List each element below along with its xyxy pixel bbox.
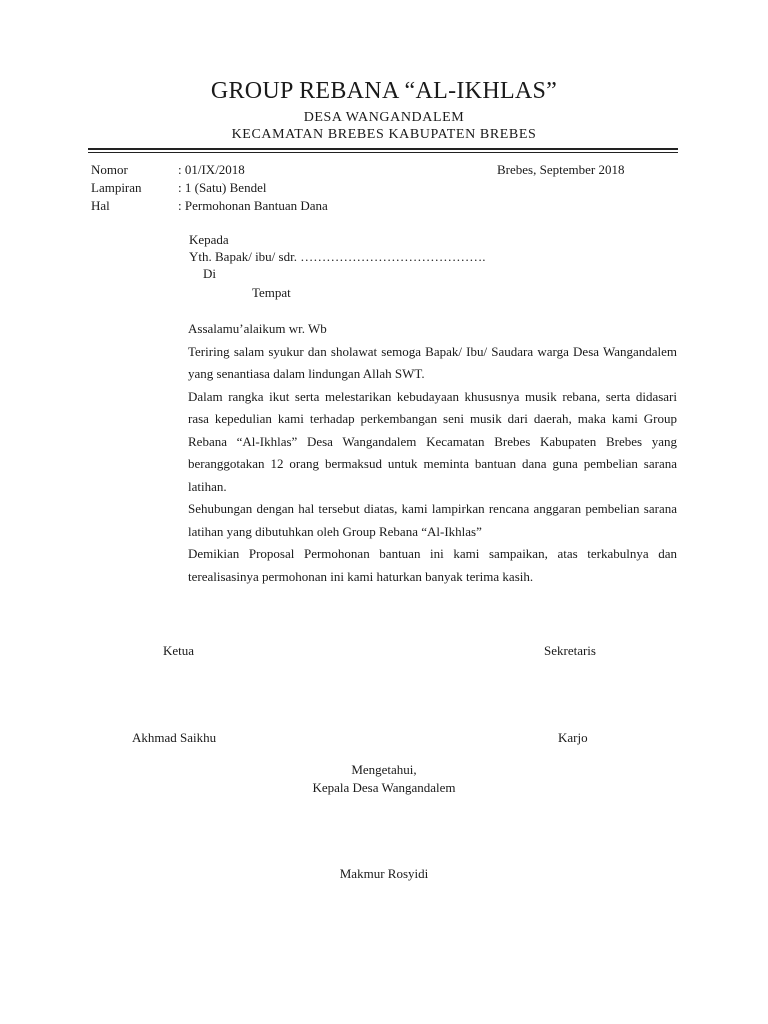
signature-left-name: Akhmad Saikhu xyxy=(132,730,217,745)
greeting: Assalamu’alaikum wr. Wb xyxy=(188,321,327,336)
letterhead-title: GROUP REBANA “AL-IKHLAS” xyxy=(210,78,558,104)
acknowledge-name: Makmur Rosyidi xyxy=(339,866,429,881)
meta-subject-value: : Permohonan Bantuan Dana xyxy=(178,198,328,213)
address-to: Kepada xyxy=(189,232,229,247)
meta-number-value: : 01/IX/2018 xyxy=(178,162,245,177)
paragraph-4: Demikian Proposal Permohonan bantuan ini kami sampaikan, atas terkabulnya dan terealisasinya permohonan ini kami haturkan banyak terima kasih. xyxy=(188,546,677,584)
acknowledge-role: Kepala Desa Wangandalem xyxy=(312,780,456,795)
signature-left-role: Ketua xyxy=(163,643,195,658)
letterhead-village: DESA WANGANDALEM xyxy=(303,110,465,125)
paragraph-3: Sehubungan dengan hal tersebut diatas, kami lampirkan rencana anggaran pembelian sarana latihan yang dibutuhkan oleh Group Rebana “Al-Ikhlas” xyxy=(188,501,677,539)
signature-right-role: Sekretaris xyxy=(544,643,596,658)
meta-attachment-label: Lampiran xyxy=(91,180,142,195)
letterhead-divider-thin xyxy=(88,152,678,153)
letter-body xyxy=(188,318,677,588)
address-recipient: Yth. Bapak/ ibu/ sdr. ……………………………………. xyxy=(189,249,486,264)
letterhead-divider-thick xyxy=(88,148,678,150)
address-di: Di xyxy=(203,266,216,281)
meta-number-label: Nomor xyxy=(91,162,128,177)
address-place: Tempat xyxy=(252,285,291,300)
acknowledge-label: Mengetahui, xyxy=(351,762,417,777)
meta-attachment-value: : 1 (Satu) Bendel xyxy=(178,180,267,195)
signature-right-name: Karjo xyxy=(558,730,588,745)
paragraph-2: Dalam rangka ikut serta melestarikan kebudayaan khususnya musik rebana, serta didasari rasa kepedulian kami terhadap perkembangan seni musik dari daerah, maka kami Group Rebana “Al-Ikhlas” Desa Wangandalem Kecamatan Brebes Kabupaten Brebes yang beranggotakan 12 orang bermaksud untuk meminta bantuan dana guna pembelian sarana latihan. xyxy=(188,388,677,494)
meta-subject-label: Hal xyxy=(91,198,110,213)
paragraph-1: Teriring salam syukur dan sholawat semoga Bapak/ Ibu/ Saudara warga Desa Wangandalem yang senantiasa dalam lindungan Allah SWT. xyxy=(188,343,677,381)
letterhead-district: KECAMATAN BREBES KABUPATEN BREBES xyxy=(231,127,537,142)
letter-date: Brebes, September 2018 xyxy=(497,162,625,177)
